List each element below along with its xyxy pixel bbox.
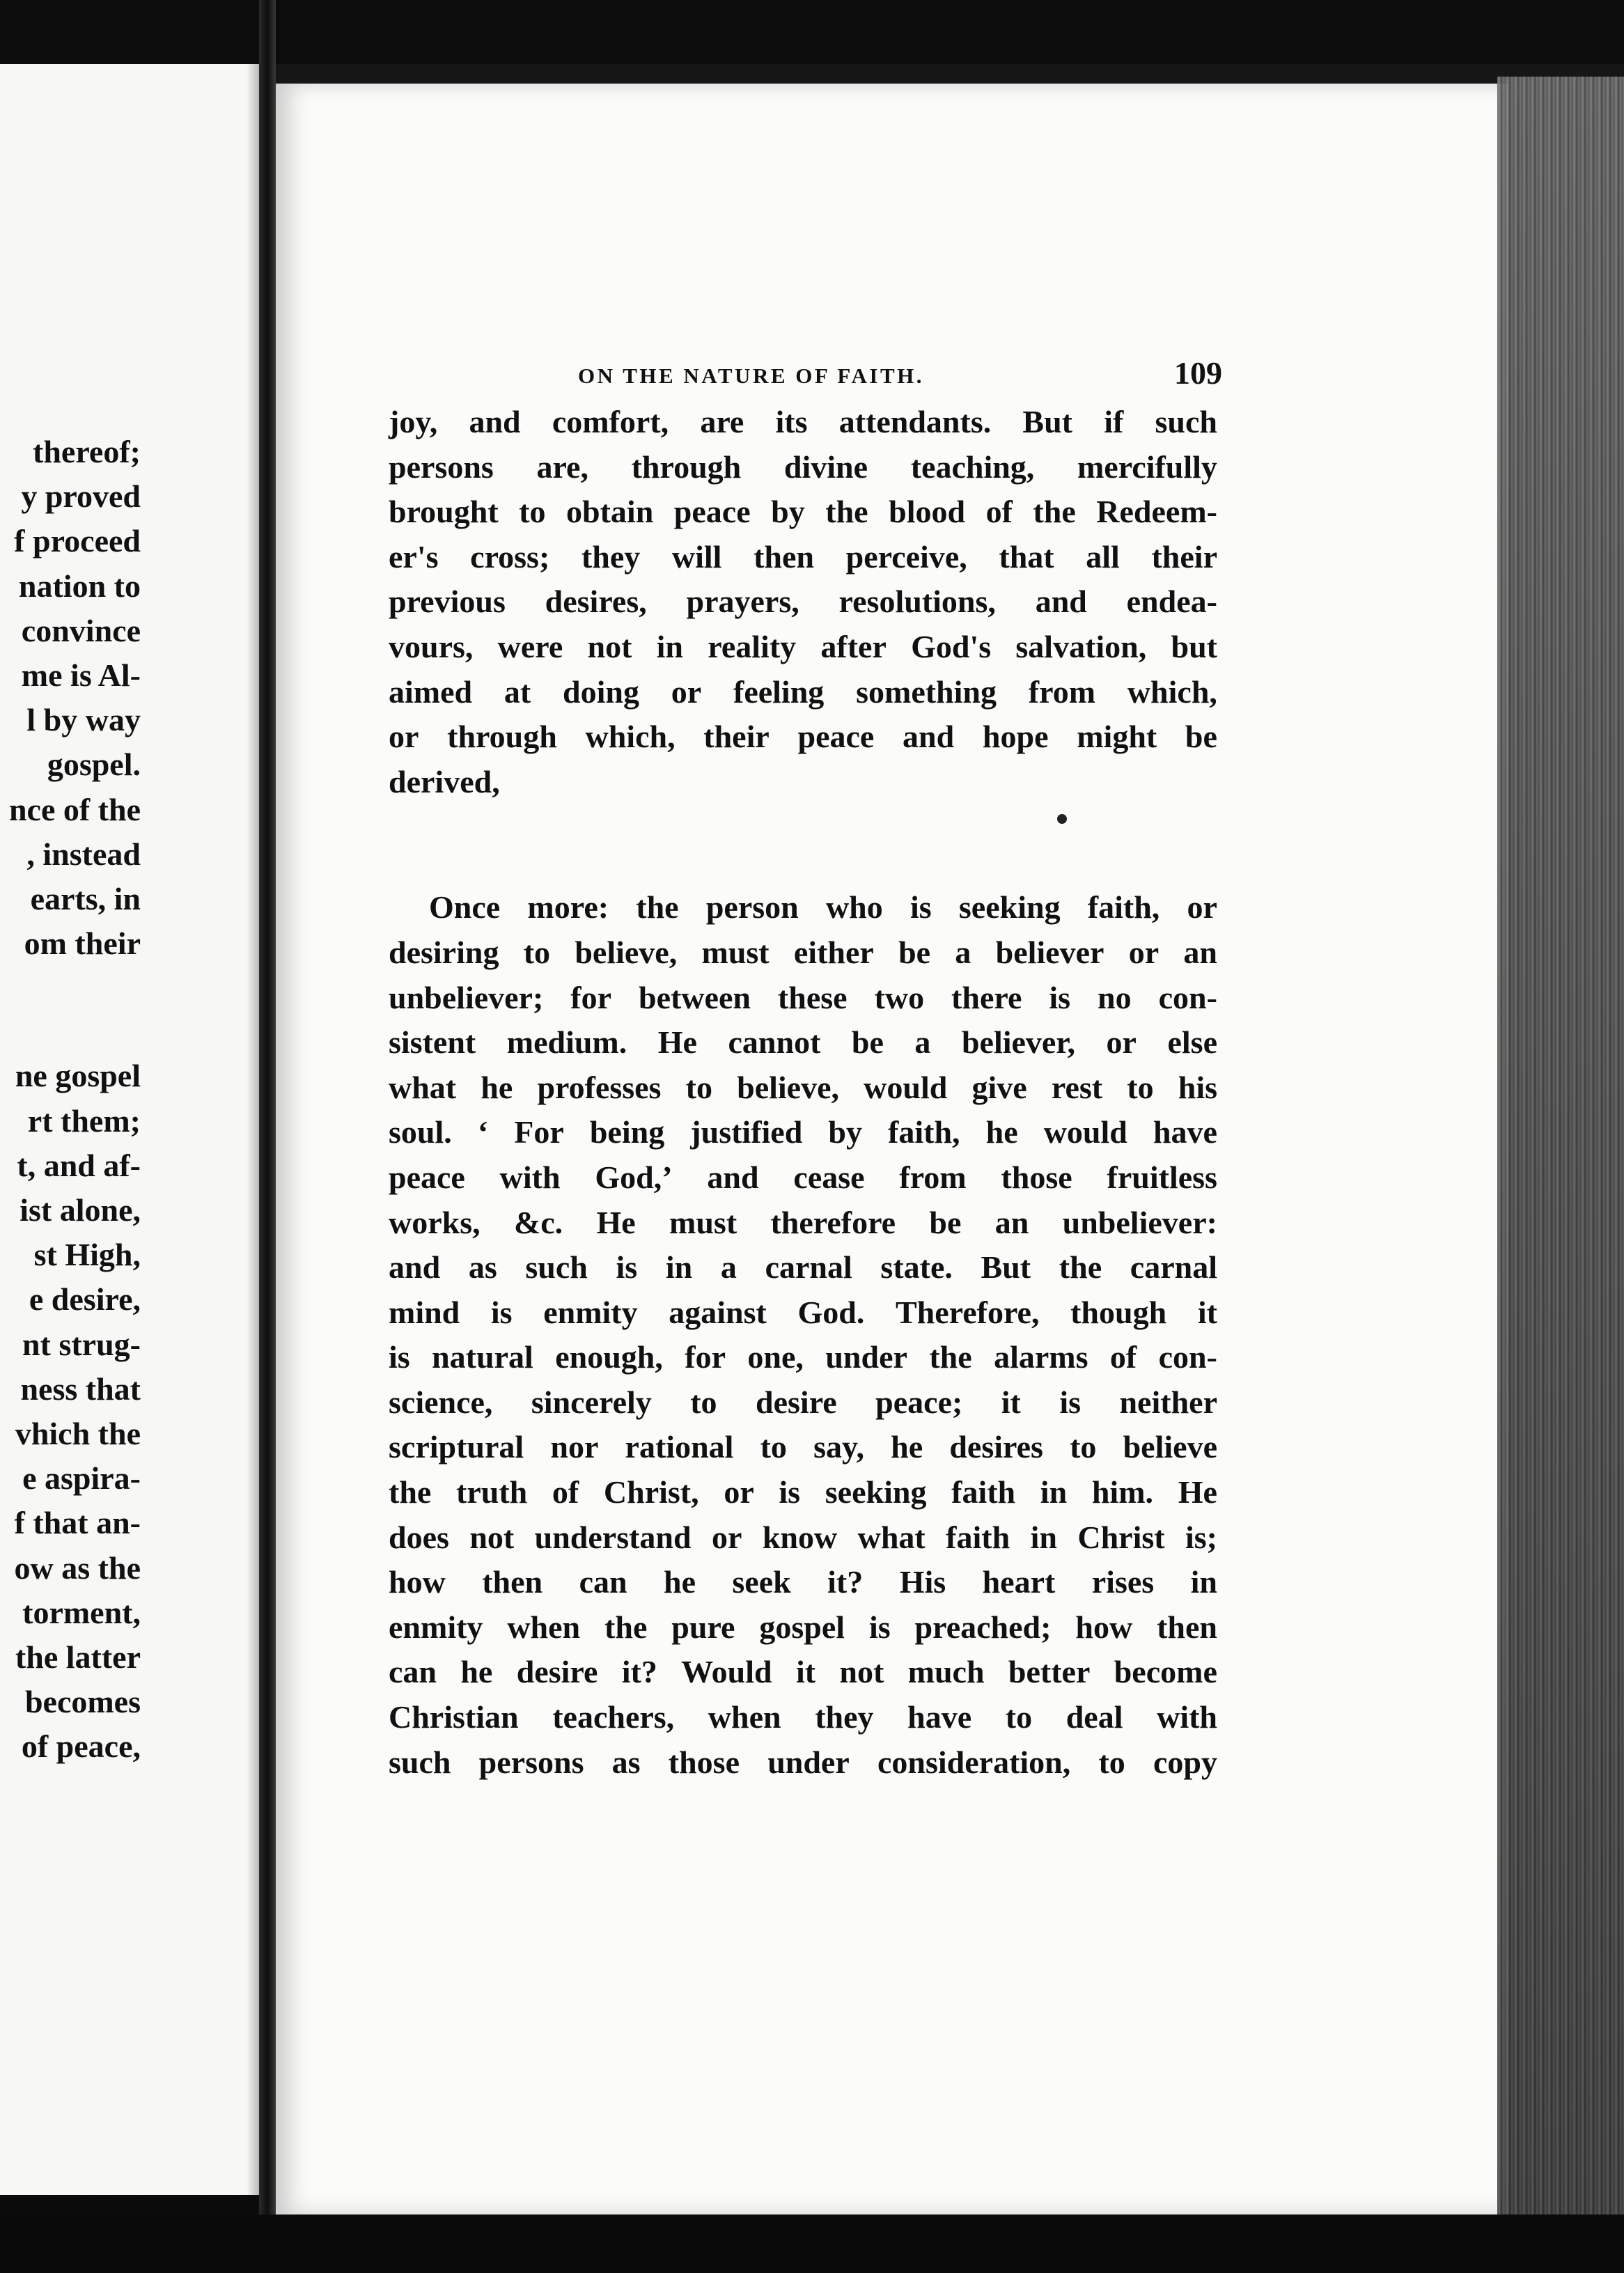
left-page-line: e desire,: [29, 1281, 141, 1318]
text-line: such persons as those under consideration, to copy: [389, 1744, 1217, 1780]
text-line: works, &c. He must therefore be an unbeliever:: [389, 1204, 1217, 1240]
text-line: desiring to believe, must either be a believer or an: [389, 934, 1217, 970]
left-page-line: earts, in: [30, 881, 141, 917]
left-page-line: t, and af-: [17, 1147, 141, 1183]
left-page-gutter-shadow: [247, 64, 259, 2195]
left-page-line: nt strug-: [22, 1326, 141, 1362]
text-line: how then can he seek it? His heart rises in: [389, 1564, 1217, 1600]
paragraph-gap: [389, 804, 1217, 885]
left-page-line: rt them;: [27, 1102, 141, 1139]
text-line: or through which, their peace and hope might be: [389, 719, 1217, 755]
text-line: enmity when the pure gospel is preached; how then: [389, 1609, 1217, 1645]
text-line: persons are, through divine teaching, mercifully: [389, 448, 1217, 485]
text-line: is natural enough, for one, under the alarms of con-: [389, 1339, 1217, 1375]
left-page-line: om their: [24, 925, 141, 962]
text-line: vours, were not in reality after God's salvation, but: [389, 628, 1217, 664]
text-line: the truth of Christ, or is seeking faith in him. He: [389, 1474, 1217, 1510]
text-line: aimed at doing or feeling something from which,: [389, 673, 1217, 710]
text-line: mind is enmity against God. Therefore, though it: [389, 1294, 1217, 1330]
scan-top-border: [0, 0, 1624, 64]
text-line: previous desires, prayers, resolutions, and endea-: [389, 584, 1217, 620]
left-page-line: vhich the: [15, 1416, 141, 1452]
text-line: Christian teachers, when they have to deal with: [389, 1699, 1217, 1735]
left-page-line: f that an-: [14, 1505, 141, 1541]
left-page-line: nce of the: [8, 791, 141, 827]
page-header: [578, 350, 1222, 391]
ink-speck: [1057, 814, 1067, 824]
text-line: scriptural nor rational to say, he desires to believe: [389, 1429, 1217, 1465]
left-page-line: f proceed: [14, 523, 141, 559]
page-edge-stack: [1497, 77, 1624, 2221]
left-page-line: becomes: [24, 1684, 141, 1720]
left-page-line: ow as the: [14, 1549, 141, 1586]
text-line: unbeliever; for between these two there is no con-: [389, 979, 1217, 1015]
left-facing-page: [0, 64, 263, 2195]
book-binding: [259, 0, 276, 2273]
text-line: can he desire it? Would it not much better become: [389, 1654, 1217, 1690]
text-line: derived,: [389, 763, 500, 799]
text-line: and as such is in a carnal state. But the carnal: [389, 1249, 1217, 1286]
left-page-line: ne gospel: [15, 1058, 141, 1094]
left-page-line: y proved: [21, 478, 141, 515]
text-line: peace with God,’ and cease from those fruitless: [389, 1159, 1217, 1195]
left-page-line: l by way: [26, 702, 141, 738]
text-line: er's cross; they will then perceive, that all their: [389, 538, 1217, 575]
body-text: [389, 400, 1217, 1785]
left-page-line: of peace,: [21, 1728, 141, 1765]
left-page-line: the latter: [15, 1639, 141, 1676]
running-head: ON THE NATURE OF FAITH.: [578, 364, 925, 388]
text-line: what he professes to believe, would give rest to his: [389, 1069, 1217, 1105]
scan-bottom-border: [0, 2215, 1624, 2273]
text-line: brought to obtain peace by the blood of the Redeem-: [389, 494, 1217, 530]
page-number: 109: [1174, 355, 1222, 391]
text-line: does not understand or know what faith in Christ is;: [389, 1519, 1217, 1555]
left-page-line: st High,: [33, 1237, 141, 1273]
text-line: soul. ‘ For being justified by faith, he would have: [389, 1114, 1217, 1150]
left-page-line: me is Al-: [21, 657, 141, 694]
text-line: sistent medium. He cannot be a believer, or else: [389, 1024, 1217, 1061]
text-line: science, sincerely to desire peace; it is neither: [389, 1384, 1217, 1420]
left-page-line: nation to: [18, 568, 141, 604]
left-page-line: convince: [21, 612, 141, 648]
left-page-line: e aspira-: [22, 1460, 141, 1497]
text-line: Once more: the person who is seeking faith, or: [429, 889, 1217, 925]
left-page-line: torment,: [22, 1594, 141, 1630]
left-page-text-fragments: [0, 430, 141, 1770]
left-page-line: ist alone,: [19, 1192, 141, 1228]
left-page-gap: [0, 966, 141, 1054]
left-page-line: thereof;: [33, 434, 141, 469]
left-page-line: ness that: [20, 1370, 141, 1407]
text-line: joy, and comfort, are its attendants. But if such: [389, 404, 1217, 439]
left-page-line: gospel.: [47, 747, 141, 783]
left-page-line: , instead: [26, 836, 141, 872]
